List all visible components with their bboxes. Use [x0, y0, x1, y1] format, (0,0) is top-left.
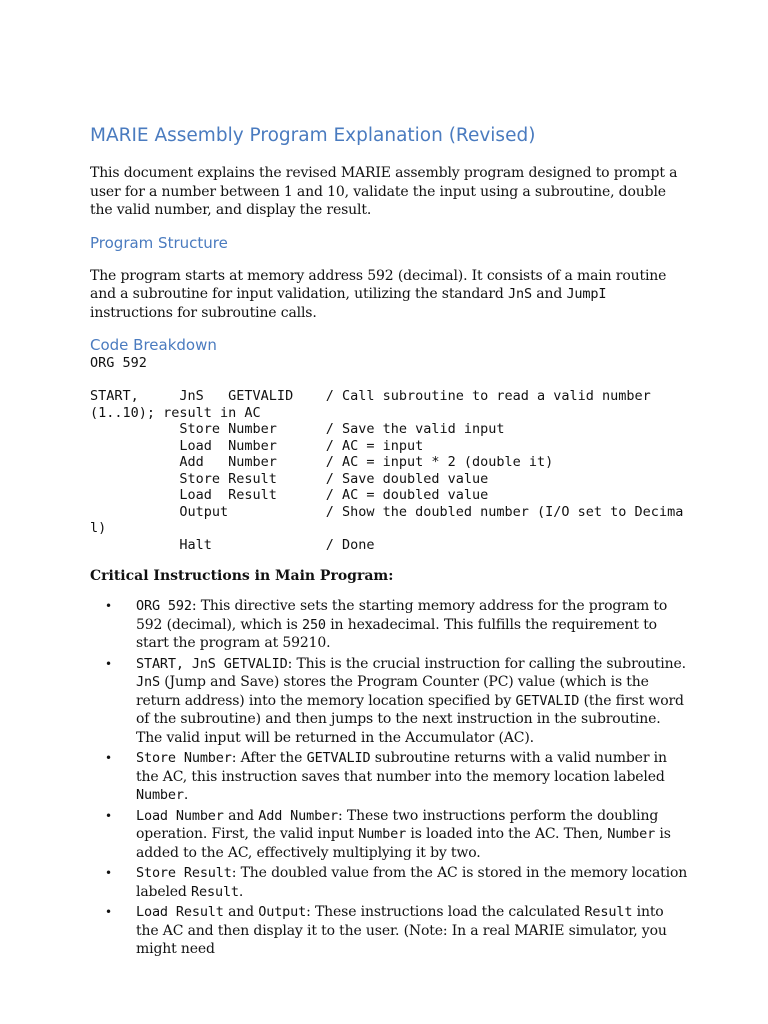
list-text: : This is the crucial instruction for calling the subroutine. [287, 655, 686, 672]
bullet-glyph: • [105, 808, 112, 823]
inline-code: Result [191, 883, 239, 900]
list-text: : After the [231, 750, 307, 766]
document-content [90, 122, 690, 961]
list-text: : These instructions load the calculated [306, 904, 585, 920]
inline-code: ORG 592 [136, 598, 192, 614]
inline-code: JnS [508, 286, 532, 302]
bullet-glyph: • [105, 656, 112, 671]
list-item [90, 749, 690, 805]
list-item [90, 655, 690, 748]
list-text: (Jump and Save) stores the Program Counter (PC) value (which is the return address) into the memory location specified by [136, 674, 649, 709]
critical-instructions-heading: Critical Instructions in Main Program: [90, 568, 394, 584]
inline-code: Store Result [136, 865, 232, 881]
inline-code: Output [258, 904, 307, 920]
bullet-glyph: • [105, 905, 112, 919]
inline-code: Number [136, 787, 184, 803]
inline-code: GETVALID [306, 750, 371, 766]
inline-code: GETVALID [515, 692, 580, 709]
list-text: in hexadecimal. This fulfills the requirement to start the program at 59210. [136, 616, 657, 651]
program-structure-heading: Program Structure [90, 233, 228, 252]
list-item [90, 864, 690, 901]
list-text: : These two instructions perform the doubling operation. First, the valid input [136, 807, 659, 842]
inline-code: Number [607, 826, 656, 842]
program-structure-paragraph [90, 267, 690, 323]
inline-code: Load Result [136, 904, 224, 920]
inline-code: JumpI [566, 286, 607, 302]
list-text: is added to the AC, effectively multiplying it by two. [136, 826, 671, 861]
bullet-glyph: • [105, 866, 112, 880]
list-text: . [238, 883, 244, 900]
inline-code: START, JnS GETVALID [136, 655, 288, 672]
list-text: is loaded into the AC. Then, [406, 826, 608, 842]
list-text: : This directive sets the starting memory address for the program to 592 (decimal), which is [136, 598, 668, 633]
list-item [90, 597, 690, 653]
list-text: : The doubled value from the AC is stored in the memory location labeled [136, 865, 688, 900]
inline-code: Result [584, 904, 633, 920]
list-item [90, 807, 690, 863]
structure-text: and [531, 286, 567, 302]
code-block: ORG 592 START, JnS GETVALID / Call subroutine to read a valid number (1..10); result in AC Store Number / Save the valid input Load Number / AC = input Add Number / AC = input * 2 (double it) Store Result / Save doubled value Load Result / AC = doubled value Output / Show the doubled number (I/O set to Decimal) Halt / Done [90, 355, 684, 553]
structure-text: instructions for subroutine calls. [90, 304, 317, 321]
inline-code: JnS [136, 674, 160, 690]
document-title: MARIE Assembly Program Explanation (Revised) [90, 125, 536, 146]
bullet-glyph: • [105, 599, 112, 613]
inline-code: Store Number [136, 750, 232, 766]
code-breakdown-heading: Code Breakdown [90, 336, 217, 354]
instruction-list [90, 597, 690, 959]
list-text: (the first word of the subroutine) and then jumps to the next instruction in the subroutine. The valid input will be returned in the Accumulator (AC). [136, 692, 684, 746]
bullet-glyph: • [105, 751, 112, 765]
inline-code: Load Number [136, 807, 224, 824]
structure-text: The program starts at memory address 592 (decimal). It consists of a main routine and a subroutine for input validation, utilizing the standard [90, 267, 667, 302]
list-text: and [223, 904, 259, 920]
intro-paragraph: This document explains the revised MARIE assembly program designed to prompt a user for a number between 1 and 10, validate the input using a subroutine, double the valid number, and display the result. [90, 165, 678, 218]
list-text: . [183, 787, 189, 803]
list-text: subroutine returns with a valid number in the AC, this instruction saves that number into the memory location labeled [136, 750, 667, 785]
inline-code: 250 [301, 616, 326, 633]
list-text: and [223, 807, 259, 824]
list-item [90, 903, 690, 959]
list-text: into the AC and then display it to the user. (Note: In a real MARIE simulator, you might need [136, 904, 667, 957]
inline-code: Number [358, 826, 407, 842]
inline-code: Add Number [258, 807, 339, 824]
